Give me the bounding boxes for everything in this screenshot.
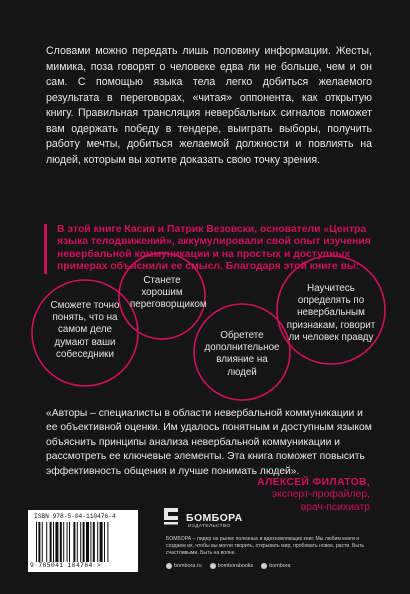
benefit-text-3: Обретете дополнительное влияние на людей <box>204 330 280 378</box>
barcode <box>28 510 138 572</box>
vk-icon <box>210 563 216 569</box>
social-telegram-label: bombora <box>269 563 291 569</box>
publisher-blurb: БОМБОРА – лидер на рынке полезных и вдохновляющих книг. Мы любим книги и создаем их, чтобы вы могли творить, открывать мир, пробовать новое, расти. Быть счастливыми. Быть на волне. <box>166 536 365 556</box>
telegram-icon <box>261 563 267 569</box>
publisher-name: БОМБОРА <box>186 512 243 524</box>
barcode-number: 9 785041 104764 > <box>30 562 102 569</box>
social-site-label: bombora.ru <box>174 563 202 569</box>
benefit-text-4: Научитесь определять по невербальным признакам, говорит ли человек правду <box>286 283 376 343</box>
social-site[interactable] <box>166 563 202 569</box>
benefit-text-2: Станете хорошим переговорщиком <box>130 275 207 311</box>
isbn-label: ISBN 978-5-04-110476-4 <box>34 513 116 520</box>
publisher-subtitle: ИЗДАТЕЛЬСТВО <box>188 524 231 529</box>
author-role-2: врач-психиатр <box>300 501 370 513</box>
quote-text: «Авторы – специалисты в области невербальной коммуникации и ее объективной оценки. Им удалось понятным и доступным языком объяснить принципы анализа невербальной коммуникации и рассмотреть ее ключевые элементы. Эта книга поможет повысить эффективность общения и лучше понимать людей». <box>46 408 372 477</box>
intro-text: Словами можно передать лишь половину информации. Жесты, мимика, поза говорят о человеке едва ли не больше, чем и он сам. С помощью языка тела легко добиться желаемого результата в переговорах, «читая» оппонента, как открытую книгу. Правильная трансляция невербальных сигналов поможет вам одержать победу в тендере, выиграть выборы, получить работу мечты, добиться желаемой должности и повлиять на людей, которым вы хотите доказать свою точку зрения. <box>46 45 372 166</box>
author-role-1: эксперт-профайлер, <box>271 489 370 500</box>
globe-icon <box>166 563 172 569</box>
barcode-bars <box>36 522 130 562</box>
highlight-text: В этой книге Касия и Патрик Везовски, основатели «Центра языка телодвижений», аккумулировали свой опыт изучения невербальной коммуникации и на простых и доступных примерах объяснили ее смысл. Благодаря этой книге вы: <box>57 224 371 273</box>
social-links <box>166 563 381 569</box>
social-books-label: bomborabooks <box>217 563 254 569</box>
author-name: АЛЕКСЕЙ ФИЛАТОВ, <box>257 477 370 488</box>
benefit-text-1: Сможете точно понять, что на самом деле думают ваши собеседники <box>50 300 120 360</box>
review-quote <box>46 407 376 479</box>
social-books[interactable] <box>210 563 254 569</box>
social-telegram[interactable] <box>261 563 290 569</box>
